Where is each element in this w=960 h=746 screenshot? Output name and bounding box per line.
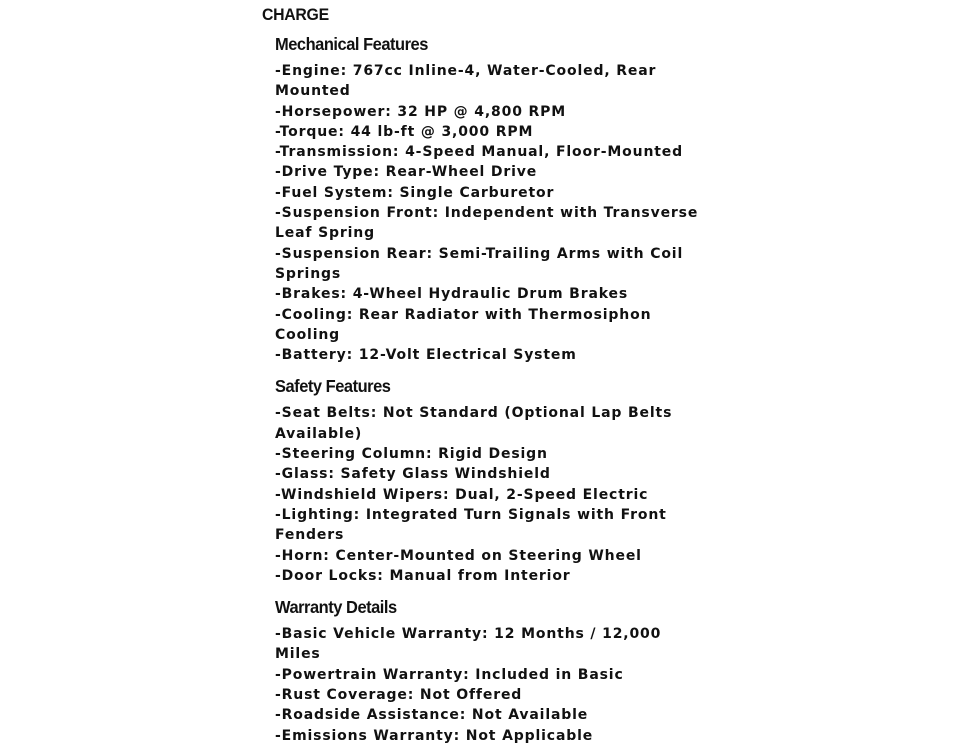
list-item: -Seat Belts: Not Standard (Optional Lap Belts Available) [275, 405, 673, 442]
list-item: -Brakes: 4-Wheel Hydraulic Drum Brakes [275, 286, 629, 303]
list-item: -Windshield Wipers: Dual, 2-Speed Electric [275, 486, 649, 503]
list-item: -Battery: 12-Volt Electrical System [275, 347, 577, 364]
list-item: -Glass: Safety Glass Windshield [275, 466, 551, 483]
mechanical-features-section [275, 33, 698, 375]
list-item: -Horn: Center-Mounted on Steering Wheel [275, 547, 642, 564]
safety-features-section [275, 375, 698, 596]
list-item: -Torque: 44 lb-ft @ 3,000 RPM [275, 123, 534, 140]
list-item: -Emissions Warranty: Not Applicable [275, 727, 594, 744]
list-item: -Powertrain Warranty: Included in Basic [275, 666, 624, 683]
list-item: -Lighting: Integrated Turn Signals with Front Fenders [275, 506, 667, 544]
list-item: -Basic Vehicle Warranty: 12 Months / 12,000 Miles [275, 626, 662, 663]
section-title-safety: Safety Features [275, 376, 391, 397]
document-content [275, 33, 698, 746]
list-item: -Transmission: 4-Speed Manual, Floor-Mounted [275, 144, 684, 161]
list-item: -Steering Column: Rigid Design [275, 446, 548, 463]
safety-features-list [275, 403, 698, 586]
list-item: -Fuel System: Single Carburetor [275, 184, 555, 201]
warranty-details-list [275, 624, 698, 746]
mechanical-features-list [275, 61, 698, 365]
list-item: -Engine: 767cc Inline-4, Water-Cooled, Rear Mounted [275, 63, 657, 100]
top-heading: CHARGE [262, 5, 329, 24]
warranty-details-section [275, 596, 698, 746]
list-item: -Door Locks: Manual from Interior [275, 567, 571, 584]
list-item: -Roadside Assistance: Not Available [275, 707, 589, 724]
list-item: -Horsepower: 32 HP @ 4,800 RPM [275, 103, 567, 120]
document-page [262, 0, 699, 744]
section-title-mechanical: Mechanical Features [275, 34, 428, 54]
list-item: -Rust Coverage: Not Offered [275, 687, 523, 704]
list-item: -Drive Type: Rear-Wheel Drive [275, 164, 538, 181]
list-item: -Suspension Rear: Semi-Trailing Arms with Coil Springs [275, 245, 684, 282]
section-spacer [275, 365, 698, 375]
section-title-warranty: Warranty Details [275, 597, 397, 618]
list-item: -Suspension Front: Independent with Transverse Leaf Spring [275, 205, 699, 242]
list-item: -Cooling: Rear Radiator with Thermosiphon Cooling [275, 306, 652, 343]
section-spacer [275, 586, 698, 596]
